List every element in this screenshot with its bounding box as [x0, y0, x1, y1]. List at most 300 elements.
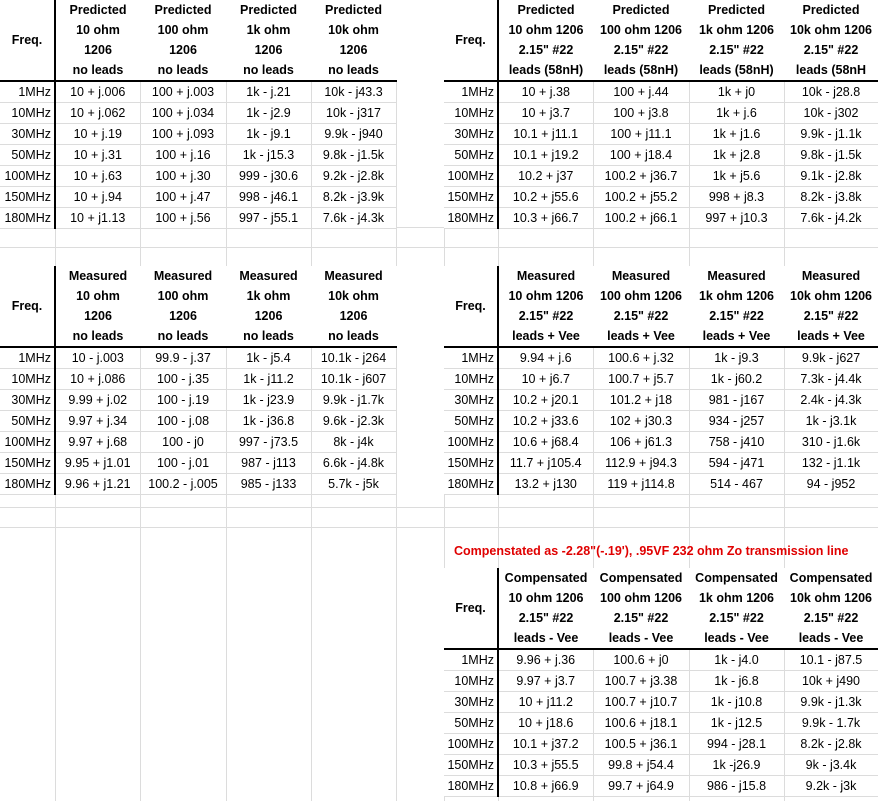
table-row [0, 369, 396, 390]
impedance-cell: 10k - j28.8 [784, 81, 878, 103]
frequency-cell: 50MHz [0, 145, 55, 166]
column-header-line: no leads [157, 63, 209, 77]
impedance-cell: 8k - j4k [311, 432, 396, 453]
impedance-cell: 998 + j8.3 [689, 187, 784, 208]
impedance-cell: 9.9k - j1.7k [311, 390, 396, 411]
impedance-cell: 102 + j30.3 [593, 411, 689, 432]
frequency-cell: 100MHz [444, 166, 498, 187]
column-header [689, 0, 784, 81]
column-header-line: Compensated [695, 571, 778, 585]
impedance-cell: 986 - j15.8 [689, 776, 784, 797]
impedance-cell: 100.7 + j3.38 [593, 671, 689, 692]
column-header [226, 266, 311, 347]
column-header-line: Predicted [69, 3, 127, 17]
table-row [444, 81, 878, 103]
impedance-cell: 9.97 + j3.7 [498, 671, 593, 692]
impedance-cell: 10 + j.38 [498, 81, 593, 103]
table-row [444, 145, 878, 166]
impedance-cell: 1k - j15.3 [226, 145, 311, 166]
impedance-cell: 10.6 + j68.4 [498, 432, 593, 453]
column-header-line: leads + Vee [512, 329, 580, 343]
column-header-line: Measured [801, 269, 861, 283]
column-header [784, 0, 878, 81]
impedance-cell: 112.9 + j94.3 [593, 453, 689, 474]
impedance-cell: 9.95 + j1.01 [55, 453, 140, 474]
frequency-cell: 100MHz [0, 166, 55, 187]
impedance-cell: 10 + j.062 [55, 103, 140, 124]
impedance-cell: 1k - j.21 [226, 81, 311, 103]
table-row [0, 124, 396, 145]
column-header-line: leads - Vee [704, 631, 769, 645]
table-row [444, 692, 878, 713]
impedance-cell: 999 - j30.6 [226, 166, 311, 187]
column-header-line: Predicted [325, 3, 382, 17]
column-header-line: Measured [324, 269, 383, 283]
impedance-cell: 9.9k - j1.1k [784, 124, 878, 145]
impedance-cell: 10.8 + j66.9 [498, 776, 593, 797]
frequency-cell: 50MHz [0, 411, 55, 432]
column-header-line: 10k ohm [328, 23, 379, 37]
impedance-cell: 10 + j6.7 [498, 369, 593, 390]
impedance-cell: 94 - j952 [784, 474, 878, 495]
frequency-cell: 1MHz [444, 649, 498, 671]
column-header-line: 100 ohm [157, 23, 209, 37]
column-header-line: Measured [611, 269, 671, 283]
column-header-line: leads - Vee [798, 631, 864, 645]
frequency-cell: 1MHz [444, 347, 498, 369]
table-row [0, 432, 396, 453]
column-header [593, 0, 689, 81]
impedance-cell: 1k - j5.4 [226, 347, 311, 369]
table-row [444, 713, 878, 734]
column-header [55, 0, 140, 81]
impedance-cell: 100 + j.093 [140, 124, 226, 145]
impedance-cell: 1k - j10.8 [689, 692, 784, 713]
column-header-line: 2.15" #22 [803, 43, 859, 57]
impedance-cell: 10 + j.19 [55, 124, 140, 145]
impedance-cell: 594 - j471 [689, 453, 784, 474]
column-header-line: 2.15" #22 [613, 43, 669, 57]
column-header [689, 568, 784, 649]
impedance-cell: 10 + j11.2 [498, 692, 593, 713]
impedance-cell: 100 - j.01 [140, 453, 226, 474]
column-header [593, 266, 689, 347]
column-header-line: Measured [707, 269, 766, 283]
impedance-cell: 10 + j.94 [55, 187, 140, 208]
impedance-cell: 9.9k - j940 [311, 124, 396, 145]
impedance-cell: 7.6k - j4.3k [311, 208, 396, 229]
impedance-cell: 1k + j.6 [689, 103, 784, 124]
column-header-line: 100 ohm 1206 [600, 23, 682, 37]
column-header-line: 10k ohm [328, 289, 379, 303]
column-header-line: leads + Vee [607, 329, 675, 343]
impedance-cell: 1k - j23.9 [226, 390, 311, 411]
impedance-cell: 100.2 + j55.2 [593, 187, 689, 208]
compensated-table [444, 568, 878, 797]
column-header-line: Measured [68, 269, 128, 283]
impedance-cell: 1k + j1.6 [689, 124, 784, 145]
impedance-cell: 100 + j.30 [140, 166, 226, 187]
column-header [55, 266, 140, 347]
frequency-cell: 30MHz [0, 124, 55, 145]
column-header [689, 266, 784, 347]
column-header-line: Measured [239, 269, 298, 283]
table-row [444, 208, 878, 229]
frequency-cell: 180MHz [444, 776, 498, 797]
column-header [498, 0, 593, 81]
table-row [0, 103, 396, 124]
impedance-cell: 100 + j.47 [140, 187, 226, 208]
column-header-line: 2.15" #22 [709, 611, 764, 625]
impedance-cell: 99.7 + j64.9 [593, 776, 689, 797]
impedance-cell: 758 - j410 [689, 432, 784, 453]
column-header-line: leads (58nH) [603, 63, 679, 77]
impedance-cell: 997 - j55.1 [226, 208, 311, 229]
column-header-line: 10 ohm [76, 289, 120, 303]
impedance-cell: 10.1k - j264 [311, 347, 396, 369]
table-row [0, 166, 396, 187]
impedance-cell: 10.2 + j55.6 [498, 187, 593, 208]
frequency-cell: 100MHz [444, 734, 498, 755]
impedance-cell: 7.3k - j4.4k [784, 369, 878, 390]
impedance-cell: 100.6 + j.32 [593, 347, 689, 369]
gridline-horizontal [0, 247, 878, 248]
impedance-cell: 100 + j11.1 [593, 124, 689, 145]
impedance-cell: 100 + j18.4 [593, 145, 689, 166]
impedance-cell: 1k - j4.0 [689, 649, 784, 671]
column-header-line: Predicted [802, 3, 860, 17]
column-header [498, 266, 593, 347]
impedance-cell: 9.99 + j.02 [55, 390, 140, 411]
frequency-cell: 150MHz [0, 453, 55, 474]
impedance-cell: 8.2k - j3.9k [311, 187, 396, 208]
impedance-cell: 100.6 + j0 [593, 649, 689, 671]
freq-header: Freq. [444, 568, 498, 649]
predicted-no-leads-table [0, 0, 397, 229]
column-header-line: 1k ohm 1206 [698, 23, 775, 37]
impedance-cell: 106 + j61.3 [593, 432, 689, 453]
impedance-cell: 100 - j.19 [140, 390, 226, 411]
frequency-cell: 50MHz [444, 145, 498, 166]
impedance-cell: 101.2 + j18 [593, 390, 689, 411]
gridline-horizontal [0, 507, 878, 508]
table-row [0, 187, 396, 208]
table-row [444, 369, 878, 390]
column-header-line: leads + Vee [797, 329, 865, 343]
column-header-line: 10 ohm 1206 [508, 23, 584, 37]
column-header-line: 2.15" #22 [803, 309, 859, 323]
frequency-cell: 50MHz [444, 411, 498, 432]
table-row [444, 390, 878, 411]
column-header-line: Predicted [708, 3, 765, 17]
predicted-leads-table [444, 0, 878, 229]
impedance-cell: 994 - j28.1 [689, 734, 784, 755]
impedance-cell: 10.2 + j37 [498, 166, 593, 187]
frequency-cell: 30MHz [0, 390, 55, 411]
impedance-cell: 1k - j6.8 [689, 671, 784, 692]
impedance-cell: 9.96 + j.36 [498, 649, 593, 671]
compensation-note: Compenstated as -2.28"(-.19'), .95VF 232 ohm Zo transmission line [454, 544, 849, 558]
column-header-line: 1206 [169, 309, 197, 323]
column-header-line: 1206 [254, 309, 283, 323]
impedance-cell: 99.9 - j.37 [140, 347, 226, 369]
impedance-cell: 934 - j257 [689, 411, 784, 432]
table-row [0, 81, 396, 103]
impedance-cell: 10k - j43.3 [311, 81, 396, 103]
column-header-line: 1206 [84, 309, 112, 323]
column-header-line: leads + Vee [702, 329, 771, 343]
impedance-cell: 9.94 + j.6 [498, 347, 593, 369]
impedance-cell: 100.2 - j.005 [140, 474, 226, 495]
table-row [444, 755, 878, 776]
frequency-cell: 150MHz [444, 453, 498, 474]
impedance-cell: 11.7 + j105.4 [498, 453, 593, 474]
impedance-cell: 100 + j3.8 [593, 103, 689, 124]
frequency-cell: 150MHz [444, 187, 498, 208]
column-header-line: 1206 [169, 43, 197, 57]
impedance-cell: 10.1k - j607 [311, 369, 396, 390]
column-header-line: Predicted [240, 3, 297, 17]
column-header-line: leads (58nH) [508, 63, 584, 77]
column-header-line: no leads [72, 329, 124, 343]
impedance-cell: 1k - j3.1k [784, 411, 878, 432]
column-header [311, 266, 396, 347]
impedance-cell: 10 + j.006 [55, 81, 140, 103]
column-header-line: no leads [328, 329, 379, 343]
column-header-line: Compensated [504, 571, 588, 585]
table-row [444, 432, 878, 453]
impedance-cell: 100 + j.44 [593, 81, 689, 103]
column-header [140, 0, 226, 81]
impedance-cell: 10 - j.003 [55, 347, 140, 369]
frequency-cell: 10MHz [444, 671, 498, 692]
impedance-cell: 100.5 + j36.1 [593, 734, 689, 755]
column-header-line: Compensated [599, 571, 683, 585]
column-header-line: Measured [516, 269, 576, 283]
impedance-cell: 10.3 + j55.5 [498, 755, 593, 776]
impedance-cell: 997 - j73.5 [226, 432, 311, 453]
column-header-line: 2.15" #22 [518, 309, 574, 323]
impedance-cell: 998 - j46.1 [226, 187, 311, 208]
column-header-line: leads - Vee [513, 631, 579, 645]
impedance-cell: 8.2k - j3.8k [784, 187, 878, 208]
frequency-cell: 180MHz [444, 474, 498, 495]
column-header-line: 100 ohm 1206 [600, 591, 682, 605]
column-header [226, 0, 311, 81]
impedance-cell: 9.1k - j2.8k [784, 166, 878, 187]
impedance-cell: 8.2k - j2.8k [784, 734, 878, 755]
impedance-cell: 10.1 + j11.1 [498, 124, 593, 145]
column-header-line: no leads [243, 329, 294, 343]
frequency-cell: 180MHz [0, 208, 55, 229]
table-row [0, 390, 396, 411]
column-header-line: 1206 [254, 43, 283, 57]
impedance-cell: 1k - j9.3 [689, 347, 784, 369]
frequency-cell: 100MHz [444, 432, 498, 453]
frequency-cell: 30MHz [444, 692, 498, 713]
impedance-cell: 9.2k - j2.8k [311, 166, 396, 187]
impedance-cell: 9.8k - j1.5k [311, 145, 396, 166]
impedance-cell: 9.6k - j2.3k [311, 411, 396, 432]
column-header-line: 2.15" #22 [518, 611, 574, 625]
impedance-cell: 100.7 + j5.7 [593, 369, 689, 390]
impedance-cell: 10.1 + j37.2 [498, 734, 593, 755]
column-header-line: 2.15" #22 [709, 309, 764, 323]
column-header [593, 568, 689, 649]
impedance-cell: 100 - j.08 [140, 411, 226, 432]
impedance-cell: 9.97 + j.68 [55, 432, 140, 453]
impedance-cell: 99.8 + j54.4 [593, 755, 689, 776]
frequency-cell: 30MHz [444, 390, 498, 411]
table-row [444, 649, 878, 671]
column-header-line: leads (58nH) [699, 63, 774, 77]
impedance-cell: 1k + j5.6 [689, 166, 784, 187]
table-row [444, 734, 878, 755]
column-header-line: 1k ohm 1206 [698, 289, 775, 303]
column-header-line: 2.15" #22 [803, 611, 859, 625]
column-header-line: no leads [157, 329, 209, 343]
column-header-line: 1206 [339, 309, 368, 323]
impedance-cell: 10 + j.086 [55, 369, 140, 390]
impedance-cell: 997 + j10.3 [689, 208, 784, 229]
column-header [784, 266, 878, 347]
impedance-cell: 10k - j302 [784, 103, 878, 124]
impedance-cell: 9.9k - j1.3k [784, 692, 878, 713]
impedance-cell: 514 - 467 [689, 474, 784, 495]
frequency-cell: 1MHz [444, 81, 498, 103]
column-header-line: no leads [328, 63, 379, 77]
impedance-cell: 100.7 + j10.7 [593, 692, 689, 713]
table-row [0, 453, 396, 474]
freq-header: Freq. [0, 266, 55, 347]
column-header [498, 568, 593, 649]
impedance-cell: 1k + j2.8 [689, 145, 784, 166]
impedance-cell: 100 + j.56 [140, 208, 226, 229]
column-header-line: 1k ohm 1206 [698, 591, 775, 605]
column-header-line: Predicted [612, 3, 670, 17]
column-header-line: Measured [153, 269, 213, 283]
column-header-line: 1206 [84, 43, 112, 57]
impedance-cell: 10.3 + j66.7 [498, 208, 593, 229]
frequency-cell: 180MHz [444, 208, 498, 229]
frequency-cell: 180MHz [0, 474, 55, 495]
frequency-cell: 150MHz [444, 755, 498, 776]
impedance-cell: 119 + j114.8 [593, 474, 689, 495]
impedance-cell: 9.97 + j.34 [55, 411, 140, 432]
column-header-line: 2.15" #22 [709, 43, 764, 57]
impedance-cell: 100.2 + j66.1 [593, 208, 689, 229]
impedance-cell: 9.2k - j3k [784, 776, 878, 797]
impedance-cell: 9.9k - 1.7k [784, 713, 878, 734]
column-header-line: 2.15" #22 [613, 611, 669, 625]
impedance-cell: 6.6k - j4.8k [311, 453, 396, 474]
frequency-cell: 50MHz [444, 713, 498, 734]
table-row [0, 145, 396, 166]
column-header-line: 1206 [339, 43, 368, 57]
impedance-cell: 100 + j.003 [140, 81, 226, 103]
column-header-line: 1k ohm [246, 23, 291, 37]
impedance-cell: 13.2 + j130 [498, 474, 593, 495]
impedance-cell: 987 - j113 [226, 453, 311, 474]
impedance-cell: 1k - j60.2 [689, 369, 784, 390]
table-row [0, 347, 396, 369]
table-row [444, 453, 878, 474]
impedance-cell: 981 - j167 [689, 390, 784, 411]
impedance-cell: 10 + j3.7 [498, 103, 593, 124]
impedance-cell: 1k + j0 [689, 81, 784, 103]
table-row [0, 411, 396, 432]
frequency-cell: 150MHz [0, 187, 55, 208]
table-row [0, 208, 396, 229]
column-header [311, 0, 396, 81]
impedance-cell: 132 - j1.1k [784, 453, 878, 474]
column-header [140, 266, 226, 347]
impedance-cell: 10.2 + j33.6 [498, 411, 593, 432]
impedance-cell: 100 - j0 [140, 432, 226, 453]
impedance-cell: 1k - j2.9 [226, 103, 311, 124]
measured-no-leads-table [0, 266, 397, 495]
impedance-cell: 9.8k - j1.5k [784, 145, 878, 166]
column-header-line: 1k ohm [246, 289, 291, 303]
column-header-line: leads (58nH [795, 63, 867, 77]
table-row [444, 776, 878, 797]
frequency-cell: 100MHz [0, 432, 55, 453]
impedance-cell: 10 + j18.6 [498, 713, 593, 734]
table-row [444, 103, 878, 124]
table-row [0, 474, 396, 495]
impedance-cell: 10.2 + j20.1 [498, 390, 593, 411]
impedance-cell: 7.6k - j4.2k [784, 208, 878, 229]
column-header-line: Predicted [154, 3, 212, 17]
column-header-line: 100 ohm 1206 [600, 289, 682, 303]
frequency-cell: 30MHz [444, 124, 498, 145]
impedance-cell: 1k - j9.1 [226, 124, 311, 145]
impedance-cell: 2.4k - j4.3k [784, 390, 878, 411]
impedance-cell: 10 + j1.13 [55, 208, 140, 229]
impedance-cell: 1k - j11.2 [226, 369, 311, 390]
impedance-cell: 10.1 + j19.2 [498, 145, 593, 166]
impedance-cell: 310 - j1.6k [784, 432, 878, 453]
column-header-line: 2.15" #22 [613, 309, 669, 323]
impedance-cell: 1k - j12.5 [689, 713, 784, 734]
impedance-cell: 10 + j.31 [55, 145, 140, 166]
column-header-line: no leads [243, 63, 294, 77]
frequency-cell: 1MHz [0, 347, 55, 369]
column-header-line: Compensated [789, 571, 873, 585]
impedance-cell: 10k + j490 [784, 671, 878, 692]
impedance-cell: 100 + j.16 [140, 145, 226, 166]
impedance-cell: 5.7k - j5k [311, 474, 396, 495]
freq-header: Freq. [444, 266, 498, 347]
column-header-line: 10k ohm 1206 [790, 23, 872, 37]
column-header-line: 100 ohm [157, 289, 209, 303]
impedance-cell: 9.96 + j1.21 [55, 474, 140, 495]
table-row [444, 347, 878, 369]
table-row [444, 124, 878, 145]
gridline-horizontal [0, 527, 878, 528]
frequency-cell: 10MHz [0, 369, 55, 390]
column-header-line: Predicted [517, 3, 575, 17]
frequency-cell: 10MHz [444, 103, 498, 124]
column-header [784, 568, 878, 649]
table-row [444, 187, 878, 208]
impedance-cell: 100.2 + j36.7 [593, 166, 689, 187]
column-header-line: no leads [72, 63, 124, 77]
impedance-cell: 9.9k - j627 [784, 347, 878, 369]
frequency-cell: 10MHz [444, 369, 498, 390]
impedance-cell: 100.6 + j18.1 [593, 713, 689, 734]
frequency-cell: 10MHz [0, 103, 55, 124]
